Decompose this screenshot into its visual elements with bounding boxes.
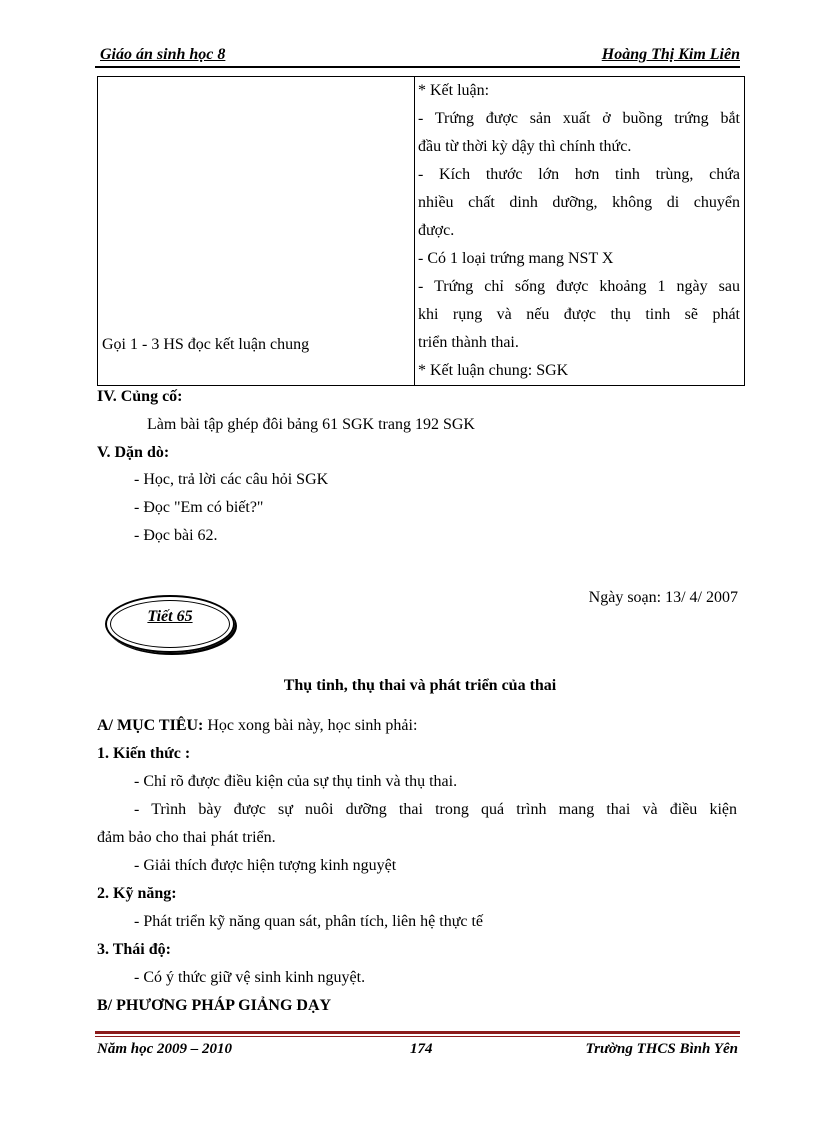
list-item: - Đọc "Em có biết?" xyxy=(134,499,264,516)
list-item: - Giải thích được hiện tượng kinh nguyệt xyxy=(134,857,397,874)
lesson-table xyxy=(97,76,745,386)
table-left-text: Gọi 1 - 3 HS đọc kết luận chung xyxy=(102,336,310,353)
section-a-heading: A/ MỤC TIÊU: xyxy=(97,717,204,734)
list-item-continued: đảm bảo cho thai phát triển. xyxy=(97,829,276,846)
table-right-line: - Có 1 loại trứng mang NST X xyxy=(418,250,614,267)
list-item: - Có ý thức giữ vệ sinh kinh nguyệt. xyxy=(134,969,366,986)
list-item: - Học, trả lời các câu hỏi SGK xyxy=(134,471,329,488)
attitude-heading: 3. Thái độ: xyxy=(97,941,171,958)
table-cell-left xyxy=(98,77,415,386)
section-a-intro: Học xong bài này, học sinh phải: xyxy=(203,717,418,734)
lesson-title: Thụ tinh, thụ thai và phát triển của thai xyxy=(283,677,557,694)
footer-rule-thin xyxy=(95,1036,740,1037)
footer-page-number: 174 xyxy=(410,1041,433,1057)
list-item: - Đọc bài 62. xyxy=(134,527,218,544)
section-iv-heading: IV. Củng cố: xyxy=(97,388,183,405)
list-item: - Chỉ rõ được điều kiện của sự thụ tinh và thụ thai. xyxy=(134,773,458,790)
table-row xyxy=(98,77,745,386)
section-iv-text: Làm bài tập ghép đôi bảng 61 SGK trang 192 SGK xyxy=(147,416,475,433)
table-right-line: - Trứng được sản xuất ở buồng trứng bắt xyxy=(418,110,740,127)
list-item: - Trình bày được sự nuôi dưỡng thai trong quá trình mang thai và điều kiện xyxy=(134,801,737,818)
table-right-line: được. xyxy=(418,222,455,239)
skills-heading: 2. Kỹ năng: xyxy=(97,885,177,902)
table-cell-right xyxy=(415,77,745,386)
list-item: - Phát triển kỹ năng quan sát, phân tích, liên hệ thực tế xyxy=(134,913,484,930)
header-right: Hoàng Thị Kim Liên xyxy=(601,46,740,63)
header-left: Giáo án sinh học 8 xyxy=(100,46,226,63)
section-b-heading: B/ PHƯƠNG PHÁP GIẢNG DẠY xyxy=(97,997,332,1014)
footer-rule-thick xyxy=(95,1031,740,1034)
table-right-line: triển thành thai. xyxy=(418,334,519,351)
section-v-heading: V. Dặn dò: xyxy=(97,444,170,461)
table-right-line: nhiều chất dinh dưỡng, không di chuyển xyxy=(418,194,740,211)
header-rule xyxy=(95,66,740,68)
table-right-line: đầu từ thời kỳ dậy thì chính thức. xyxy=(418,138,632,155)
table-right-line: khi rụng và nếu được thụ tinh sẽ phát xyxy=(418,306,740,323)
table-right-line: * Kết luận: xyxy=(418,82,490,99)
lesson-badge xyxy=(105,595,235,653)
table-right-line: - Trứng chỉ sống được khoảng 1 ngày sau xyxy=(418,278,740,295)
date-line: Ngày soạn: 13/ 4/ 2007 xyxy=(588,589,738,606)
knowledge-heading: 1. Kiến thức : xyxy=(97,745,191,762)
lesson-label: Tiết 65 xyxy=(147,608,193,625)
table-right-line: - Kích thước lớn hơn tinh trùng, chứa xyxy=(418,166,740,183)
table-right-line: * Kết luận chung: SGK xyxy=(418,362,569,379)
footer-left: Năm học 2009 – 2010 xyxy=(97,1041,232,1057)
footer-right: Trường THCS Bình Yên xyxy=(585,1041,738,1057)
section-a-line xyxy=(97,712,417,740)
